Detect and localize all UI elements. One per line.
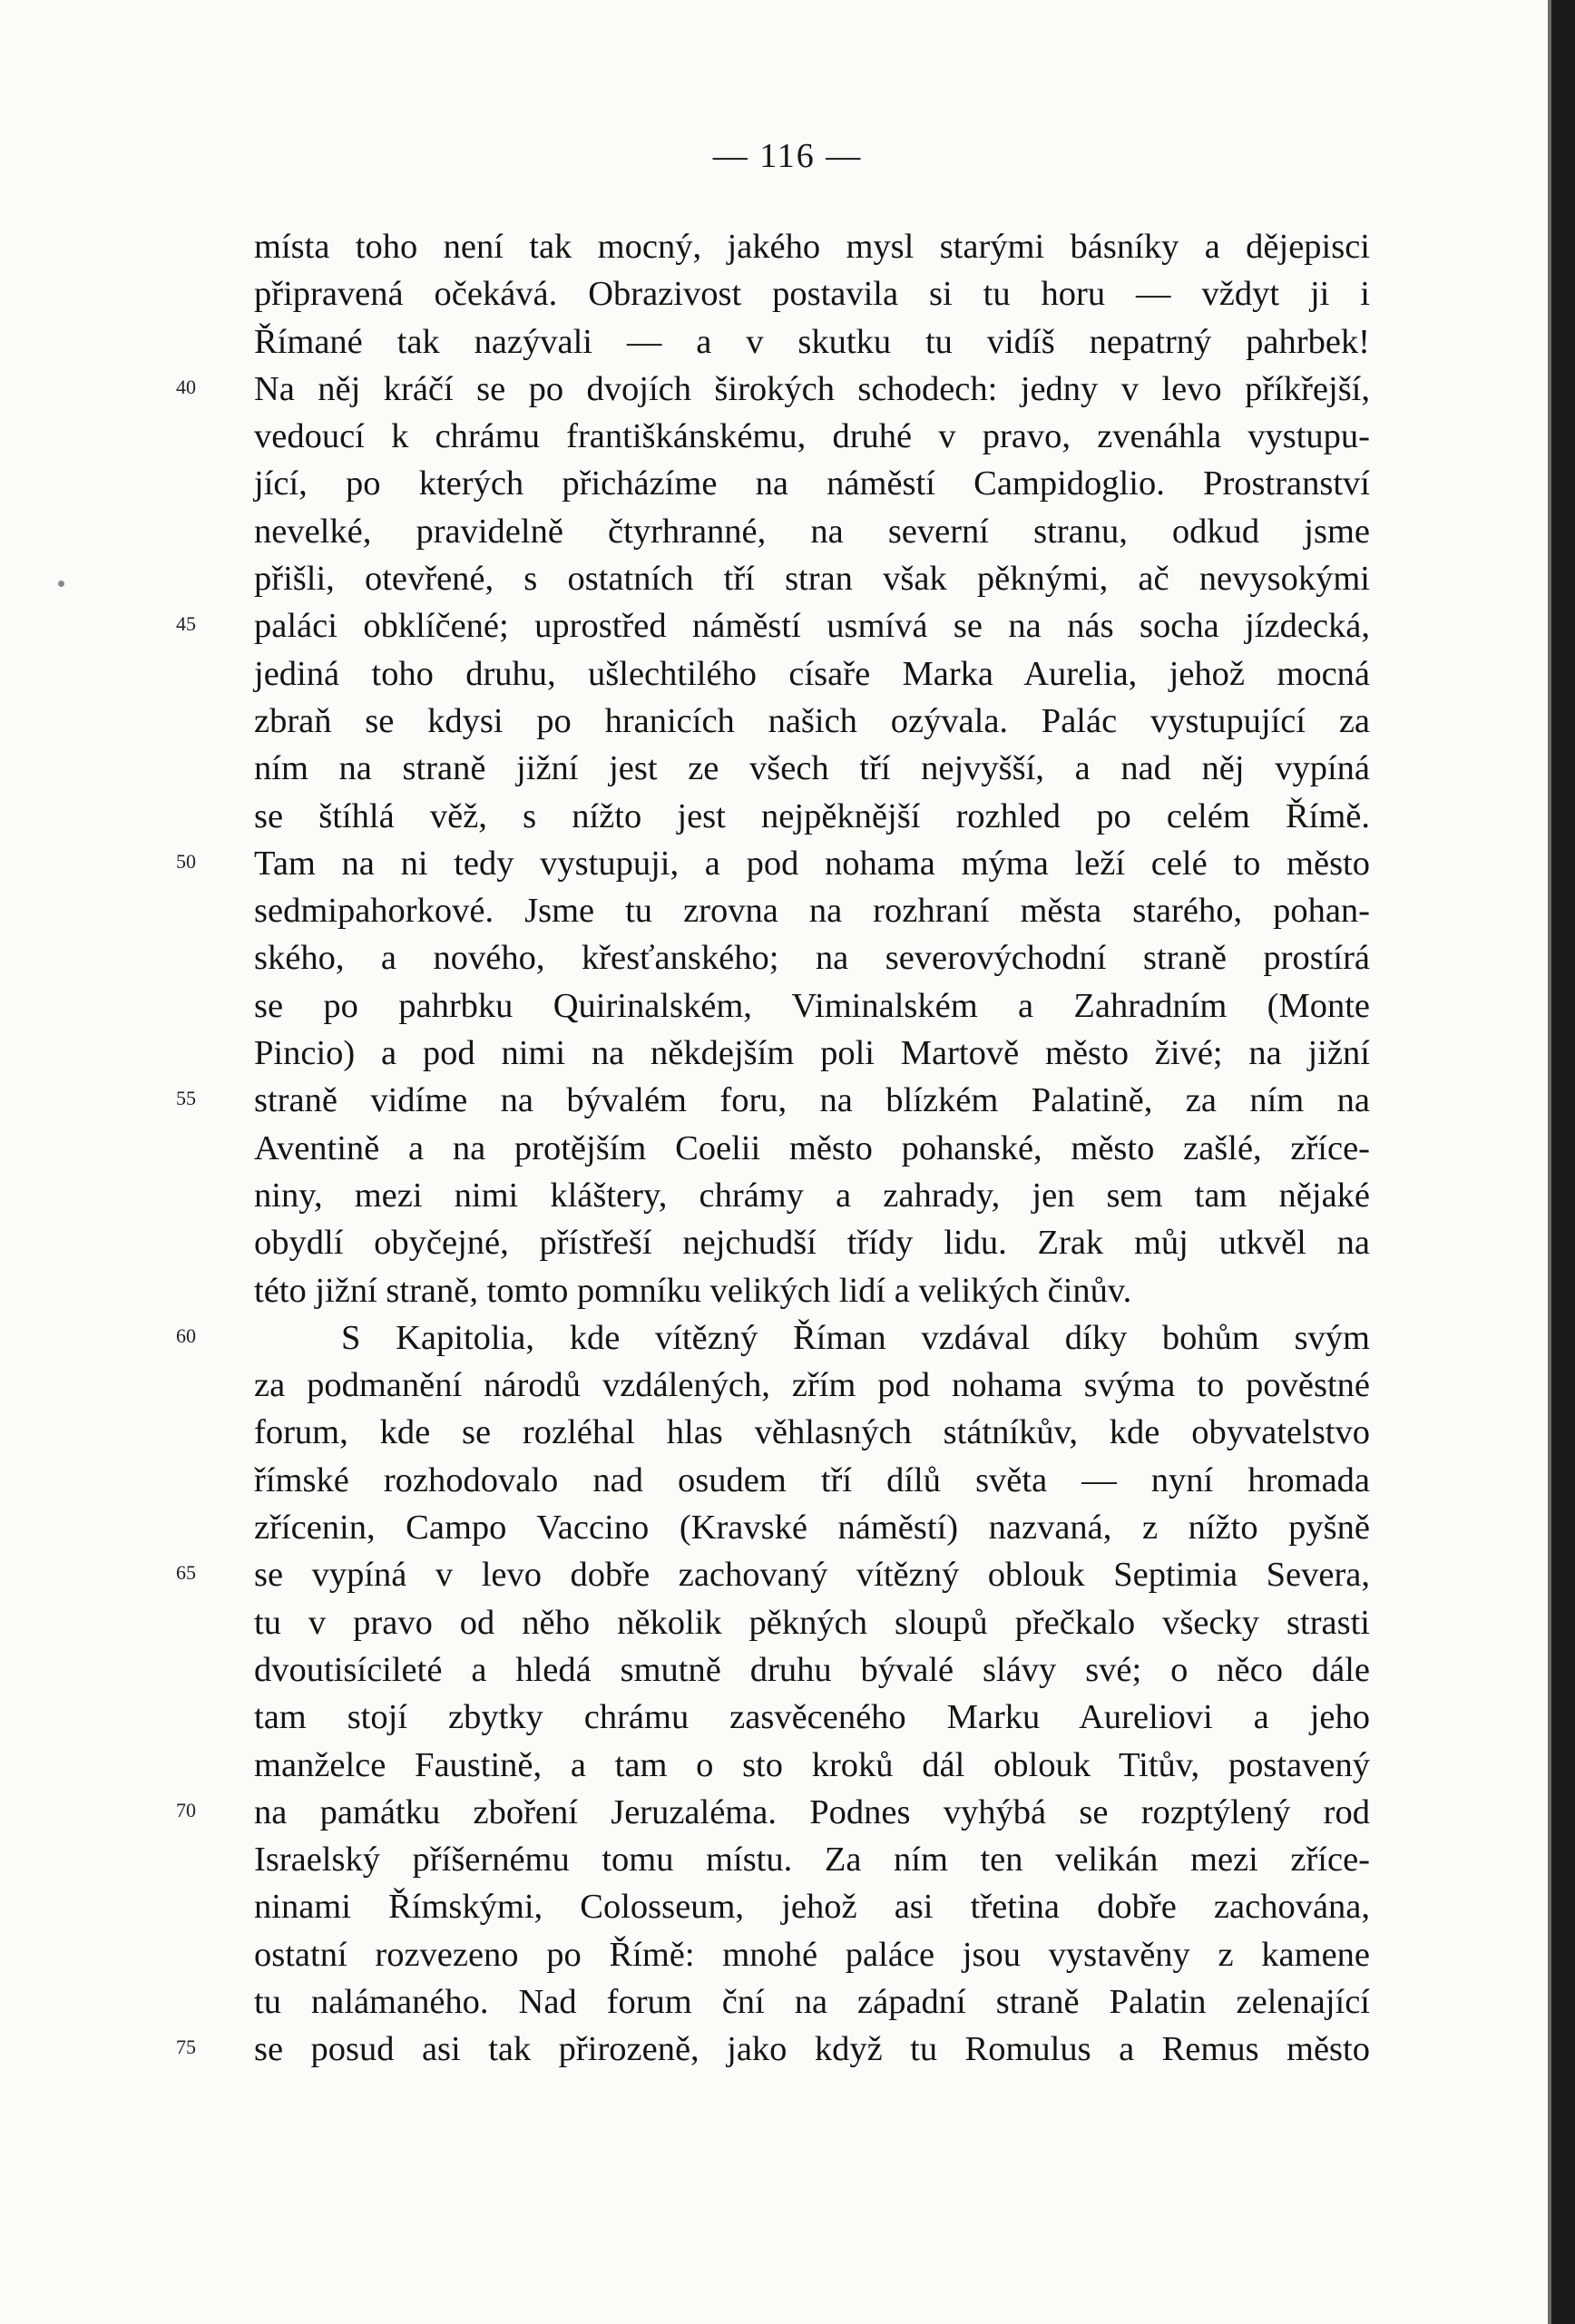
text-line: ninami Římskými, Colosseum, jehož asi třetina dobře zachována, [254, 1888, 1370, 1927]
line-number: 70 [176, 1798, 196, 1821]
page-number: — 116 — [712, 137, 863, 175]
text-line: na památku zboření Jeruzaléma. Podnes vyhýbá se rozptýlený rod 70 [176, 1792, 1370, 1831]
text-line: připravená očekává. Obrazivost postavila si tu horu — vždyt ji i [254, 275, 1370, 314]
text-line: se po pahrbku Quirinalském, Viminalském a Zahradním (Monte [254, 986, 1370, 1025]
text-line: forum, kde se rozléhal hlas věhlasných státníkův, kde obyvatelstvo [254, 1413, 1370, 1452]
text-line: paláci obklíčené; uprostřed náměstí usmívá se na nás socha jízdecká, 45 [176, 607, 1370, 646]
text-line: obydlí obyčejné, přístřeší nejchudší třídy lidu. Zrak můj utkvěl na [254, 1224, 1370, 1263]
text-line: ním na straně jižní jest ze všech tří nejvyšší, a nad něj vypíná [254, 749, 1370, 788]
line-number: 45 [176, 612, 196, 636]
text-line: římské rozhodovalo nad osudem tří dílů světa — nyní hromada [254, 1460, 1370, 1499]
line-number: 60 [176, 1323, 196, 1347]
line-number: 50 [176, 849, 196, 873]
text-line: sedmipahorkové. Jsme tu zrovna na rozhraní města starého, pohan- [254, 892, 1370, 931]
line-number: 40 [176, 375, 196, 398]
text-line: Pincio) a pod nimi na někdejším poli Martově město živé; na jižní [254, 1034, 1370, 1073]
text-line: se štíhlá věž, s nížto jest nejpěknější rozhled po celém Římě. [254, 796, 1370, 835]
text-line: ostatní rozvezeno po Římě: mnohé paláce jsou vystavěny z kamene [254, 1935, 1370, 1974]
line-number: 75 [176, 2036, 196, 2059]
text-line: za podmanění národů vzdálených, zřím pod nohama svýma to pověstné [254, 1366, 1370, 1405]
text-line: Římané tak nazývali — a v skutku tu vidíš nepatrný pahrbek! [254, 322, 1370, 361]
text-line: jediná toho druhu, ušlechtilého císaře Marka Aurelia, jehož mocná [254, 654, 1370, 693]
text-line: zřícenin, Campo Vaccino (Kravské náměstí) nazvaná, z nížto pyšně [254, 1509, 1370, 1548]
text-line: vedoucí k chrámu františkánskému, druhé v pravo, zvenáhla vystupu- [254, 417, 1370, 456]
text-line: Na něj kráčí se po dvojích širokých schodech: jedny v levo příkřejší, 40 [176, 369, 1370, 408]
text-line: tu nalámaného. Nad forum ční na západní straně Palatin zelenající [254, 1982, 1370, 2021]
text-line: ského, a nového, křesťanského; na severovýchodní straně prostírá [254, 939, 1370, 978]
text-line: jící, po kterých přicházíme na náměstí Campidoglio. Prostranství [254, 464, 1370, 503]
text-line: nevelké, pravidelně čtyrhranné, na severní stranu, odkud jsme [254, 512, 1370, 551]
text-line: tu v pravo od něho několik pěkných sloupů přečkalo všecky strasti [254, 1603, 1370, 1642]
body-text [176, 223, 1370, 2074]
text-line: straně vidíme na bývalém foru, na blízkém Palatině, za ním na 55 [176, 1081, 1370, 1120]
line-number: 65 [176, 1561, 196, 1585]
text-line: se posud asi tak přirozeně, jako když tu Romulus a Remus město 75 [176, 2030, 1370, 2069]
text-line: S Kapitolia, kde vítězný Říman vzdával díky bohům svým 60 [176, 1318, 1370, 1357]
text-line: zbraň se kdysi po hranicích našich ozývala. Palác vystupující za [254, 701, 1370, 740]
text-line: Tam na ni tedy vystupuji, a pod nohama mýma leží celé to město 50 [176, 844, 1370, 883]
text-line: manželce Faustině, a tam o sto kroků dál oblouk Titův, postavený [254, 1745, 1370, 1784]
text-line: niny, mezi nimi kláštery, chrámy a zahrady, jen sem tam nějaké [254, 1176, 1370, 1215]
text-line: dvoutisícileté a hledá smutně druhu bývalé slávy své; o něco dále [254, 1650, 1370, 1689]
text-line: se vypíná v levo dobře zachovaný vítězný oblouk Septimia Severa, 65 [176, 1556, 1370, 1595]
page-edge [1551, 0, 1575, 2324]
text-line: Aventině a na protějším Coelii město pohanské, město zašlé, zříce- [254, 1128, 1370, 1167]
line-number: 55 [176, 1087, 196, 1110]
text-line: Israelský příšernému tomu místu. Za ním ten velikán mezi zříce- [254, 1841, 1370, 1880]
text-line: tam stojí zbytky chrámu zasvěceného Marku Aureliovi a jeho [254, 1698, 1370, 1737]
margin-speck [58, 581, 64, 587]
text-line: této jižní straně, tomto pomníku velikých lidí a velikých činův. [254, 1271, 1132, 1310]
text-line: místa toho není tak mocný, jakého mysl starými básníky a dějepisci [254, 228, 1370, 266]
text-line: přišli, otevřené, s ostatních tří stran však pěknými, ač nevysokými [254, 560, 1370, 599]
